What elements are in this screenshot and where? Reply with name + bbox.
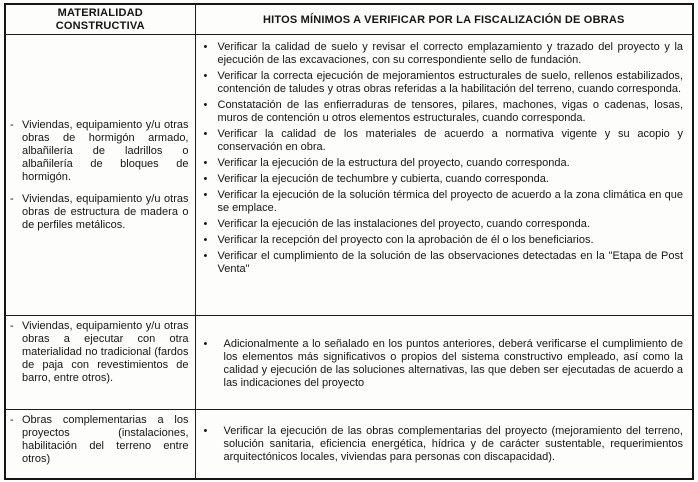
list-item-text: Verificar la ejecución de la solución térmica del proyecto de acuerdo a la zona climática en que se emplace.	[217, 189, 683, 214]
bullet-icon: •	[203, 337, 208, 350]
bullet-icon: •	[203, 234, 208, 246]
cell-hitos-row3	[195, 410, 693, 479]
bullet-icon: •	[203, 189, 208, 201]
list-item-text: Obras complementarias a los proyectos (instalaciones, habilitación del terreno entre otros)	[22, 414, 189, 465]
list-item-text: Verificar la ejecución de la estructura del proyecto, cuando corresponda.	[217, 157, 570, 169]
list-item-text: Viviendas, equipamiento y/u otras obras de hormigón armado, albañilería de ladrillos o albañilería de bloques de hormigón.	[22, 118, 189, 183]
list-item-text: Viviendas, equipamiento y/u otras obras a ejecutar con otra materialidad no tradicional (fardos de paja con revestimientos de barro, entre otros).	[22, 320, 189, 384]
dash-icon: -	[10, 118, 14, 131]
dash-icon: -	[10, 320, 14, 332]
bullet-icon: •	[203, 157, 208, 169]
cell-materialidad-row1	[5, 35, 195, 316]
list-item-text: Verificar la calidad de suelo y revisar el correcto emplazamiento y trazado del proyecto y la ejecución de las excavaciones, con su correspondiente sello de fundación.	[217, 41, 683, 66]
dash-icon: -	[10, 192, 14, 205]
list-item	[204, 218, 684, 231]
list-item	[204, 173, 684, 186]
list-item-text: Verificar la correcta ejecución de mejoramientos estructurales de suelo, rellenos estabilizados, contención de taludes y otras obras referidas a la habilitación del terreno, cuando corresponda.	[217, 70, 683, 95]
list-item	[204, 41, 684, 67]
header-hitos-title: HITOS MÍNIMOS A VERIFICAR POR LA FISCALIZACIÓN DE OBRAS	[262, 13, 625, 26]
list-item	[204, 425, 684, 464]
list-item-text: Verificar la ejecución de las obras complementarias del proyecto (mejoramiento del terreno, solución sanitaria, eficiencia energética, hídrica y de carácter sustentable, requerimientos arquitectónicos locales, viviendas para personas con discapacidad).	[223, 425, 683, 464]
list-item	[10, 320, 189, 385]
list-item-text: Constatación de las enfierraduras de tensores, pilares, machones, vigas o cadenas, losas, muros de contención u otros elementos estructurales, cuando corresponda.	[217, 99, 683, 124]
list-item-text: Verificar la ejecución de techumbre y cubierta, cuando corresponda.	[217, 173, 549, 185]
list-item-text: Verificar el cumplimiento de la solución de las observaciones detectadas en la "Etapa de Post Venta"	[217, 250, 683, 275]
list-item-text: Adicionalmente a lo señalado en los puntos anteriores, deberá verificarse el cumplimiento de los elementos más significativos o propios del sistema constructivo empleado, así como la calidad y ejecución de las soluciones alternativas, las que deben ser ejecutadas de acuerdo a las indicaciones del proyecto	[223, 337, 683, 389]
table-row-materialidad-no-tradicional	[5, 316, 693, 410]
cell-materialidad-row3	[5, 410, 195, 479]
header-materialidad-line2: CONSTRUCTIVA	[55, 19, 145, 32]
dash-icon: -	[10, 414, 14, 426]
list-item-text: Verificar la ejecución de las instalaciones del proyecto, cuando corresponda.	[217, 218, 590, 230]
list-item	[204, 189, 684, 215]
bullet-icon: •	[203, 99, 208, 111]
table-row-obras-complementarias	[5, 410, 693, 479]
header-cell-hitos	[195, 4, 693, 35]
list-item	[204, 234, 684, 247]
cell-hitos-row1	[195, 35, 693, 316]
bullet-icon: •	[203, 128, 208, 140]
list-item	[204, 99, 684, 125]
list-item	[204, 157, 684, 170]
bullet-icon: •	[203, 41, 208, 53]
header-cell-materialidad	[5, 4, 195, 35]
list-item	[204, 250, 684, 276]
fiscalizacion-table	[4, 3, 694, 480]
cell-materialidad-row2	[5, 316, 195, 410]
list-item	[204, 70, 684, 96]
list-item	[10, 414, 189, 466]
header-materialidad-line1: MATERIALIDAD	[57, 7, 143, 19]
list-item	[10, 119, 189, 184]
list-item-text: Verificar la recepción del proyecto con la aprobación de él o los beneficiarios.	[217, 234, 594, 246]
bullet-icon: •	[203, 173, 208, 185]
list-item-text: Viviendas, equipamiento y/u otras obras de estructura de madera o de perfiles metálicos.	[22, 192, 189, 231]
table-row-materialidad-tradicional	[5, 35, 693, 316]
header-row	[5, 4, 693, 35]
list-item	[204, 128, 684, 154]
list-item	[10, 193, 189, 232]
bullet-icon: •	[203, 425, 208, 438]
cell-hitos-row2	[195, 316, 693, 410]
list-item-text: Verificar la calidad de los materiales de acuerdo a normativa vigente y su acopio y conservación en obra.	[217, 128, 683, 153]
bullet-icon: •	[203, 250, 208, 262]
bullet-icon: •	[203, 70, 208, 82]
bullet-icon: •	[203, 218, 208, 230]
list-item	[204, 338, 684, 390]
